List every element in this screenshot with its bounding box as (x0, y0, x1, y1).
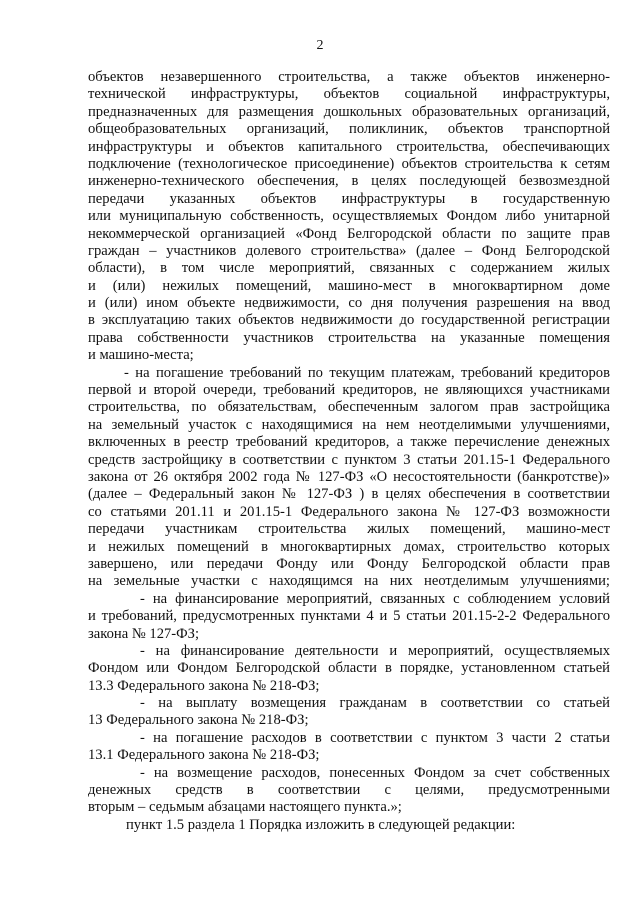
text-line: завершено, или передачи Фонду или Фонду Белгородской области прав (88, 555, 610, 572)
text-line: - на финансирование мероприятий, связанных с соблюдением условий (140, 590, 610, 607)
text-line: Фондом или Фондом Белгородской области в порядке, установленном статьей (88, 660, 610, 677)
text-line: передачи участникам строительства жилых помещений, машино-мест (88, 521, 610, 538)
text-line: и (или) нежилых помещений, машино-мест в многоквартирном доме (88, 277, 610, 294)
text-line: закона от 26 октября 2002 года № 127-ФЗ «О несостоятельности (банкротстве)» (88, 468, 610, 485)
text-line: - на погашение расходов в соответствии с пунктом 3 части 2 статьи (140, 729, 610, 746)
text-line: и требований, предусмотренных пунктами 4 и 5 статьи 201.15-2-2 Федерального (88, 608, 610, 625)
text-line: закона № 127-ФЗ; (88, 625, 200, 642)
text-line: - на выплату возмещения гражданам в соответствии со статьей (140, 695, 610, 712)
text-line: предназначенных для размещения дошкольных образовательных организаций, (88, 103, 610, 120)
text-line: денежных средств в соответствии с целями, предусмотренными (88, 782, 610, 799)
text-line: технической инфраструктуры, объектов социальной инфраструктуры, (88, 86, 610, 103)
text-line: права собственности участников строительства на указанные помещения (88, 329, 610, 346)
text-line: инфраструктуры и объектов капитального строительства, обеспечивающих (88, 138, 610, 155)
text-line: общеобразовательных организаций, поликлиник, объектов транспортной (88, 121, 610, 138)
text-line: - на возмещение расходов, понесенных Фондом за счет собственных (140, 764, 610, 781)
text-line: со статьями 201.11 и 201.15-1 Федерального закона № 127-ФЗ возможности (88, 503, 610, 520)
text-line: вторым – седьмым абзацами настоящего пункта.»; (88, 799, 402, 816)
page-number: 2 (316, 38, 324, 53)
text-line: и нежилых помещений в многоквартирных домах, строительство которых (88, 538, 610, 555)
text-line: 13 Федерального закона № 218-ФЗ; (88, 712, 309, 729)
text-line: и машино-места; (88, 347, 194, 364)
text-line: граждан – участников долевого строительства» (далее – Фонд Белгородской (88, 242, 610, 259)
text-line: 13.1 Федерального закона № 218-ФЗ; (88, 747, 320, 764)
text-line: на земельные участки с находящимся на них неотделимым улучшениями; (88, 573, 610, 590)
document-body (88, 69, 610, 834)
text-line: пункт 1.5 раздела 1 Порядка изложить в следующей редакции: (126, 816, 516, 833)
text-line: области), в том числе мероприятий, связанных с содержанием жилых (88, 260, 610, 277)
text-line: или муниципальную собственность, осуществляемых Фондом либо унитарной (88, 208, 610, 225)
text-line: подключение (технологическое присоединение) объектов строительства к сетям (88, 155, 610, 172)
text-line: некоммерческой организацией «Фонд Белгородской области по защите прав (88, 225, 610, 242)
text-line: включенных в реестр требований кредиторов, а также перечисление денежных (88, 434, 610, 451)
text-line: (далее – Федеральный закон № 127-ФЗ ) в целях обеспечения в соответствии (88, 486, 610, 503)
text-line: средств застройщику в соответствии с пунктом 3 статьи 201.15-1 Федерального (88, 451, 610, 468)
text-line: инженерно-технического обеспечения, в целях последующей безвозмездной (88, 173, 610, 190)
text-line: - на финансирование деятельности и мероприятий, осуществляемых (140, 642, 610, 659)
text-line: и (или) ином объекте недвижимости, со дня получения разрешения на ввод (88, 295, 610, 312)
text-line: передачи указанных объектов инфраструктуры в государственную (88, 190, 610, 207)
text-line: строительства, по обязательствам, обеспеченным залогом прав застройщика (88, 399, 610, 416)
text-line: в эксплуатацию таких объектов недвижимости до государственной регистрации (88, 312, 610, 329)
text-line: первой и второй очереди, требований кредиторов, не являющихся участниками (88, 382, 610, 399)
text-line: на земельный участок с находящимися на нем неотделимыми улучшениями, (88, 416, 610, 433)
text-line: 13.3 Федерального закона № 218-ФЗ; (88, 677, 320, 694)
text-line: - на погашение требований по текущим платежам, требований кредиторов (124, 364, 610, 381)
text-line: объектов незавершенного строительства, а также объектов инженерно- (88, 69, 610, 85)
